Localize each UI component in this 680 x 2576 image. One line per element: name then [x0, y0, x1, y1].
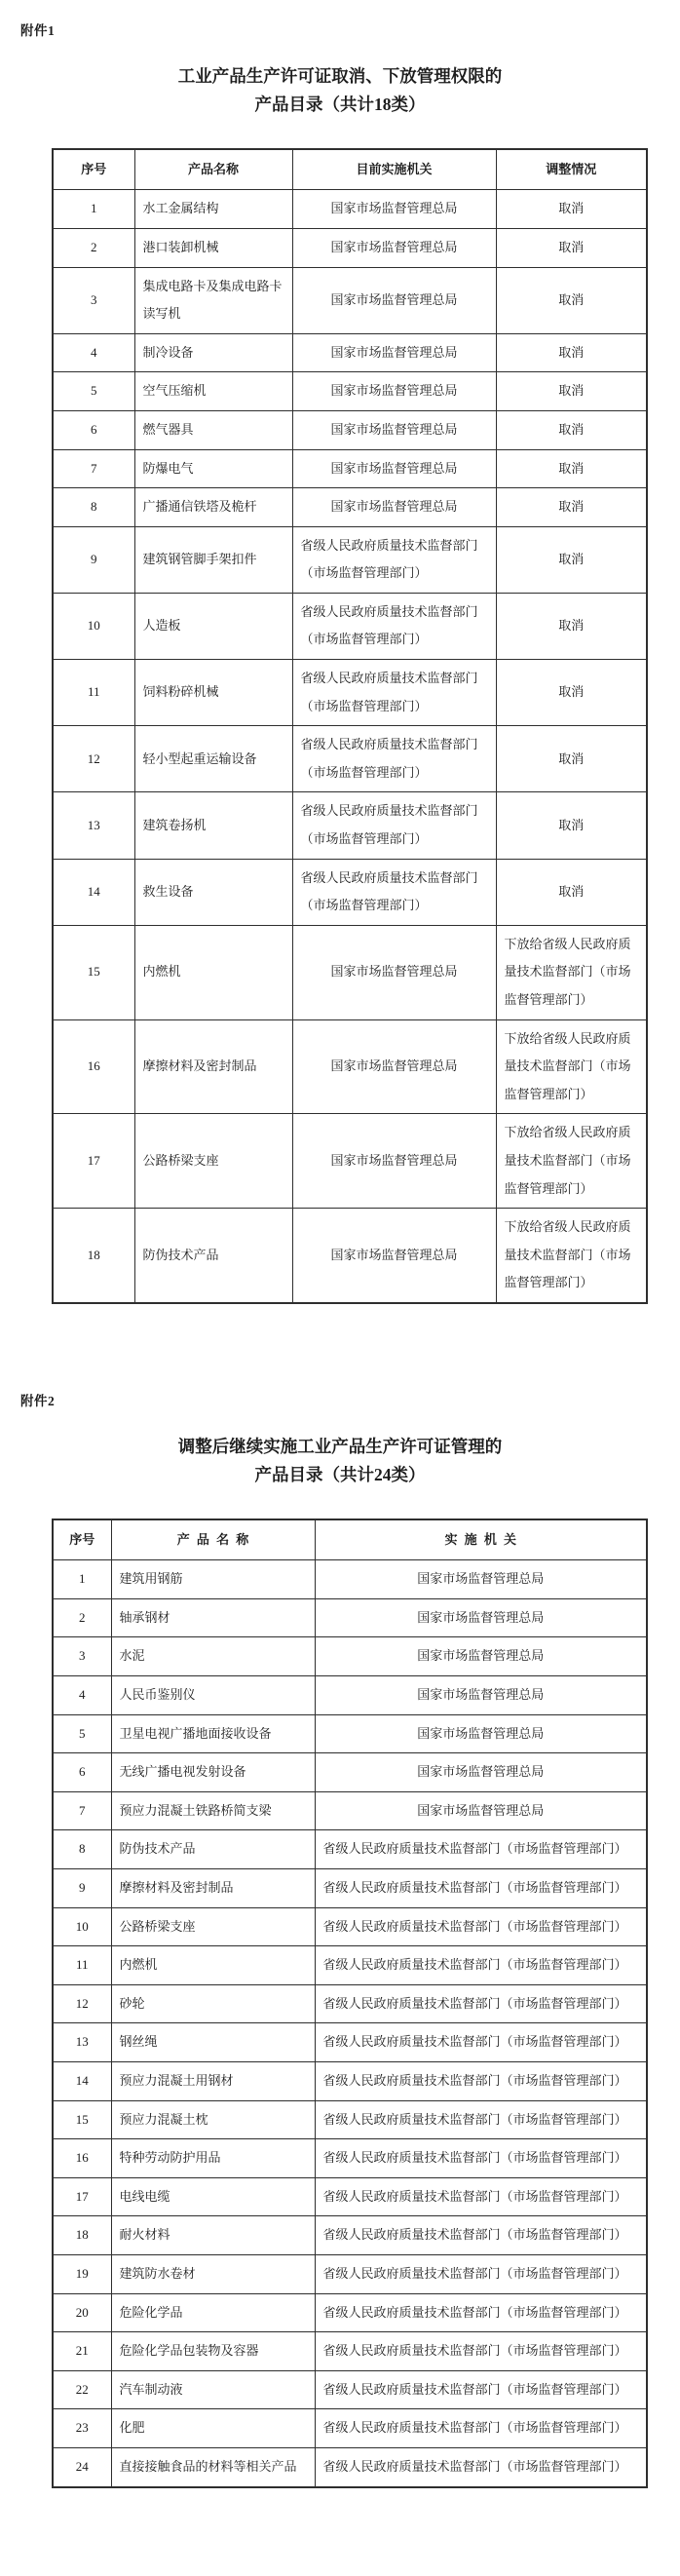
cell-product: 饲料粉碎机械: [134, 660, 292, 726]
table-row: [53, 2216, 647, 2255]
document-page: [0, 19, 680, 2488]
cell-authority: 省级人民政府质量技术监督部门（市场监督管理部门）: [315, 2332, 647, 2371]
cell-index: 7: [53, 449, 134, 488]
cell-product: 预应力混凝土枕: [111, 2100, 315, 2139]
table-row: [53, 488, 647, 527]
cell-product: 公路桥梁支座: [134, 1114, 292, 1209]
cell-authority: 省级人民政府质量技术监督部门（市场监督管理部门）: [315, 1907, 647, 1946]
cell-current-authority: 省级人民政府质量技术监督部门（市场监督管理部门）: [292, 792, 496, 859]
header-row: [53, 149, 647, 190]
cell-product: 危险化学品包装物及容器: [111, 2332, 315, 2371]
cell-adjustment: 下放给省级人民政府质量技术监督部门（市场监督管理部门）: [496, 1209, 647, 1303]
cell-authority: 省级人民政府质量技术监督部门（市场监督管理部门）: [315, 2254, 647, 2293]
cell-adjustment: 取消: [496, 792, 647, 859]
cell-authority: 国家市场监督管理总局: [315, 1676, 647, 1715]
cell-index: 1: [53, 190, 134, 229]
cell-index: 22: [53, 2370, 111, 2409]
cell-adjustment: 下放给省级人民政府质量技术监督部门（市场监督管理部门）: [496, 925, 647, 1019]
cell-current-authority: 国家市场监督管理总局: [292, 925, 496, 1019]
cell-index: 16: [53, 1019, 134, 1114]
cell-product: 预应力混凝土铁路桥简支梁: [111, 1791, 315, 1830]
table-row: [53, 925, 647, 1019]
cell-adjustment: 取消: [496, 267, 647, 333]
cell-adjustment: 下放给省级人民政府质量技术监督部门（市场监督管理部门）: [496, 1114, 647, 1209]
table-row: [53, 1984, 647, 2023]
cell-product: 制冷设备: [134, 333, 292, 372]
cell-product: 防爆电气: [134, 449, 292, 488]
cell-product: 公路桥梁支座: [111, 1907, 315, 1946]
cell-current-authority: 国家市场监督管理总局: [292, 190, 496, 229]
cell-index: 17: [53, 1114, 134, 1209]
cell-product: 内燃机: [134, 925, 292, 1019]
cell-current-authority: 省级人民政府质量技术监督部门（市场监督管理部门）: [292, 726, 496, 792]
cell-authority: 国家市场监督管理总局: [315, 1637, 647, 1676]
attachment-2-title-line-2: 产品目录（共计24类）: [254, 1464, 426, 1484]
cell-index: 21: [53, 2332, 111, 2371]
cell-index: 13: [53, 792, 134, 859]
attachment-2-section: [0, 1390, 680, 2488]
cell-index: 18: [53, 1209, 134, 1303]
cell-authority: 国家市场监督管理总局: [315, 1714, 647, 1753]
table-row: [53, 333, 647, 372]
cell-product: 建筑防水卷材: [111, 2254, 315, 2293]
table-row: [53, 2177, 647, 2216]
cell-index: 14: [53, 859, 134, 925]
table-row: [53, 859, 647, 925]
cell-product: 钢丝绳: [111, 2023, 315, 2062]
cell-current-authority: 国家市场监督管理总局: [292, 1019, 496, 1114]
cell-index: 1: [53, 1560, 111, 1599]
cell-index: 3: [53, 1637, 111, 1676]
cell-product: 无线广播电视发射设备: [111, 1753, 315, 1792]
cell-index: 18: [53, 2216, 111, 2255]
table-row: [53, 2100, 647, 2139]
table-row: [53, 1907, 647, 1946]
table-row: [53, 190, 647, 229]
cell-product: 内燃机: [111, 1946, 315, 1985]
cell-index: 2: [53, 228, 134, 267]
cell-product: 防伪技术产品: [111, 1830, 315, 1869]
cell-index: 4: [53, 1676, 111, 1715]
cell-index: 6: [53, 410, 134, 449]
cell-authority: 省级人民政府质量技术监督部门（市场监督管理部门）: [315, 1984, 647, 2023]
cell-product: 空气压缩机: [134, 372, 292, 411]
cell-adjustment: 取消: [496, 660, 647, 726]
cell-product: 建筑卷扬机: [134, 792, 292, 859]
cell-index: 10: [53, 593, 134, 659]
cell-current-authority: 国家市场监督管理总局: [292, 333, 496, 372]
column-header-adjustment: 调整情况: [496, 149, 647, 190]
table-row: [53, 526, 647, 593]
cell-product: 汽车制动液: [111, 2370, 315, 2409]
attachment-2-label: 附件2: [20, 1393, 56, 1408]
cell-product: 建筑用钢筋: [111, 1560, 315, 1599]
cell-index: 12: [53, 726, 134, 792]
cell-authority: 国家市场监督管理总局: [315, 1560, 647, 1599]
attachment-1-title-line-1: 工业产品生产许可证取消、下放管理权限的: [177, 66, 503, 86]
cell-authority: 省级人民政府质量技术监督部门（市场监督管理部门）: [315, 2100, 647, 2139]
table-row: [53, 2293, 647, 2332]
cell-product: 防伪技术产品: [134, 1209, 292, 1303]
cell-authority: 省级人民政府质量技术监督部门（市场监督管理部门）: [315, 2293, 647, 2332]
cell-index: 4: [53, 333, 134, 372]
cell-index: 3: [53, 267, 134, 333]
attachment-2-title: [0, 1433, 680, 1489]
cell-adjustment: 取消: [496, 410, 647, 449]
cell-authority: 省级人民政府质量技术监督部门（市场监督管理部门）: [315, 2447, 647, 2486]
cell-product: 救生设备: [134, 859, 292, 925]
table-row: [53, 449, 647, 488]
attachment-2-title-line-1: 调整后继续实施工业产品生产许可证管理的: [177, 1436, 503, 1456]
cell-adjustment: 取消: [496, 449, 647, 488]
cell-current-authority: 省级人民政府质量技术监督部门（市场监督管理部门）: [292, 526, 496, 593]
table-row: [53, 1753, 647, 1792]
table-row: [53, 410, 647, 449]
attachment-1-label: 附件1: [20, 23, 56, 38]
cell-index: 24: [53, 2447, 111, 2486]
table-row: [53, 726, 647, 792]
cell-product: 燃气器具: [134, 410, 292, 449]
table-row: [53, 660, 647, 726]
cell-authority: 省级人民政府质量技术监督部门（市场监督管理部门）: [315, 2409, 647, 2448]
cell-index: 5: [53, 1714, 111, 1753]
cell-current-authority: 省级人民政府质量技术监督部门（市场监督管理部门）: [292, 859, 496, 925]
cell-product: 特种劳动防护用品: [111, 2139, 315, 2178]
table-row: [53, 228, 647, 267]
cancelled-delegated-products-table: [52, 148, 648, 1304]
cell-index: 23: [53, 2409, 111, 2448]
cell-adjustment: 取消: [496, 190, 647, 229]
cell-current-authority: 国家市场监督管理总局: [292, 1209, 496, 1303]
table-row: [53, 2332, 647, 2371]
cell-index: 9: [53, 526, 134, 593]
table-row: [53, 1791, 647, 1830]
cell-current-authority: 国家市场监督管理总局: [292, 488, 496, 527]
cell-adjustment: 取消: [496, 228, 647, 267]
table-row: [53, 1019, 647, 1114]
cell-adjustment: 取消: [496, 333, 647, 372]
column-header-index: 序号: [53, 1519, 111, 1560]
cell-adjustment: 取消: [496, 726, 647, 792]
cell-adjustment: 取消: [496, 593, 647, 659]
cell-product: 港口装卸机械: [134, 228, 292, 267]
table-row: [53, 1209, 647, 1303]
continued-license-products-table: [52, 1519, 648, 2488]
attachment-1-title-line-2: 产品目录（共计18类）: [254, 94, 426, 114]
cell-product: 电线电缆: [111, 2177, 315, 2216]
cell-product: 直接接触食品的材料等相关产品: [111, 2447, 315, 2486]
cell-product: 人民币鉴别仪: [111, 1676, 315, 1715]
cell-product: 摩擦材料及密封制品: [134, 1019, 292, 1114]
cell-index: 15: [53, 925, 134, 1019]
cell-product: 砂轮: [111, 1984, 315, 2023]
cell-index: 8: [53, 1830, 111, 1869]
table-row: [53, 593, 647, 659]
cell-authority: 省级人民政府质量技术监督部门（市场监督管理部门）: [315, 2062, 647, 2101]
column-header-product: 产品名称: [111, 1519, 315, 1560]
table-row: [53, 1714, 647, 1753]
table-row: [53, 1946, 647, 1985]
cell-current-authority: 国家市场监督管理总局: [292, 1114, 496, 1209]
cell-index: 9: [53, 1869, 111, 1908]
cell-index: 16: [53, 2139, 111, 2178]
cell-index: 10: [53, 1907, 111, 1946]
table-row: [53, 1560, 647, 1599]
table-row: [53, 1830, 647, 1869]
cell-authority: 省级人民政府质量技术监督部门（市场监督管理部门）: [315, 2216, 647, 2255]
cell-current-authority: 国家市场监督管理总局: [292, 372, 496, 411]
table-row: [53, 1114, 647, 1209]
attachment-1-section: [0, 19, 680, 1304]
cell-index: 2: [53, 1598, 111, 1637]
table-row: [53, 1598, 647, 1637]
cell-current-authority: 省级人民政府质量技术监督部门（市场监督管理部门）: [292, 593, 496, 659]
cell-adjustment: 下放给省级人民政府质量技术监督部门（市场监督管理部门）: [496, 1019, 647, 1114]
cell-product: 人造板: [134, 593, 292, 659]
cell-current-authority: 国家市场监督管理总局: [292, 449, 496, 488]
cell-authority: 省级人民政府质量技术监督部门（市场监督管理部门）: [315, 2177, 647, 2216]
table-row: [53, 2254, 647, 2293]
cell-product: 危险化学品: [111, 2293, 315, 2332]
cell-adjustment: 取消: [496, 859, 647, 925]
cell-authority: 省级人民政府质量技术监督部门（市场监督管理部门）: [315, 2023, 647, 2062]
cell-product: 建筑钢管脚手架扣件: [134, 526, 292, 593]
cell-product: 广播通信铁塔及桅杆: [134, 488, 292, 527]
attachment-1-title: [0, 62, 680, 119]
cell-authority: 省级人民政府质量技术监督部门（市场监督管理部门）: [315, 2139, 647, 2178]
cell-authority: 国家市场监督管理总局: [315, 1791, 647, 1830]
table-row: [53, 792, 647, 859]
cell-authority: 国家市场监督管理总局: [315, 1753, 647, 1792]
cell-product: 水泥: [111, 1637, 315, 1676]
cell-authority: 省级人民政府质量技术监督部门（市场监督管理部门）: [315, 1946, 647, 1985]
cell-index: 20: [53, 2293, 111, 2332]
table-row: [53, 2139, 647, 2178]
cell-product: 化肥: [111, 2409, 315, 2448]
cell-product: 轻小型起重运输设备: [134, 726, 292, 792]
cell-adjustment: 取消: [496, 526, 647, 593]
column-header-product: 产品名称: [134, 149, 292, 190]
cell-index: 12: [53, 1984, 111, 2023]
table-row: [53, 2023, 647, 2062]
cell-product: 耐火材料: [111, 2216, 315, 2255]
cell-product: 预应力混凝土用钢材: [111, 2062, 315, 2101]
cell-index: 5: [53, 372, 134, 411]
column-header-authority: 实施机关: [315, 1519, 647, 1560]
cell-index: 11: [53, 660, 134, 726]
cell-product: 轴承钢材: [111, 1598, 315, 1637]
cell-index: 7: [53, 1791, 111, 1830]
cell-index: 8: [53, 488, 134, 527]
cell-index: 14: [53, 2062, 111, 2101]
cell-adjustment: 取消: [496, 372, 647, 411]
column-header-current-authority: 目前实施机关: [292, 149, 496, 190]
cell-adjustment: 取消: [496, 488, 647, 527]
cell-current-authority: 国家市场监督管理总局: [292, 267, 496, 333]
table-row: [53, 1869, 647, 1908]
table-row: [53, 267, 647, 333]
table-row: [53, 1637, 647, 1676]
cell-index: 19: [53, 2254, 111, 2293]
cell-product: 卫星电视广播地面接收设备: [111, 1714, 315, 1753]
cell-index: 15: [53, 2100, 111, 2139]
table-row: [53, 2062, 647, 2101]
cell-authority: 国家市场监督管理总局: [315, 1598, 647, 1637]
cell-authority: 省级人民政府质量技术监督部门（市场监督管理部门）: [315, 1869, 647, 1908]
table-row: [53, 2370, 647, 2409]
cell-authority: 省级人民政府质量技术监督部门（市场监督管理部门）: [315, 2370, 647, 2409]
table-row: [53, 2409, 647, 2448]
table-row: [53, 372, 647, 411]
cell-product: 水工金属结构: [134, 190, 292, 229]
column-header-index: 序号: [53, 149, 134, 190]
cell-index: 6: [53, 1753, 111, 1792]
cell-current-authority: 国家市场监督管理总局: [292, 410, 496, 449]
cell-index: 13: [53, 2023, 111, 2062]
header-row: [53, 1519, 647, 1560]
cell-index: 11: [53, 1946, 111, 1985]
table-row: [53, 2447, 647, 2486]
cell-index: 17: [53, 2177, 111, 2216]
cell-product: 集成电路卡及集成电路卡读写机: [134, 267, 292, 333]
cell-current-authority: 国家市场监督管理总局: [292, 228, 496, 267]
cell-authority: 省级人民政府质量技术监督部门（市场监督管理部门）: [315, 1830, 647, 1869]
table-row: [53, 1676, 647, 1715]
cell-current-authority: 省级人民政府质量技术监督部门（市场监督管理部门）: [292, 660, 496, 726]
cell-product: 摩擦材料及密封制品: [111, 1869, 315, 1908]
